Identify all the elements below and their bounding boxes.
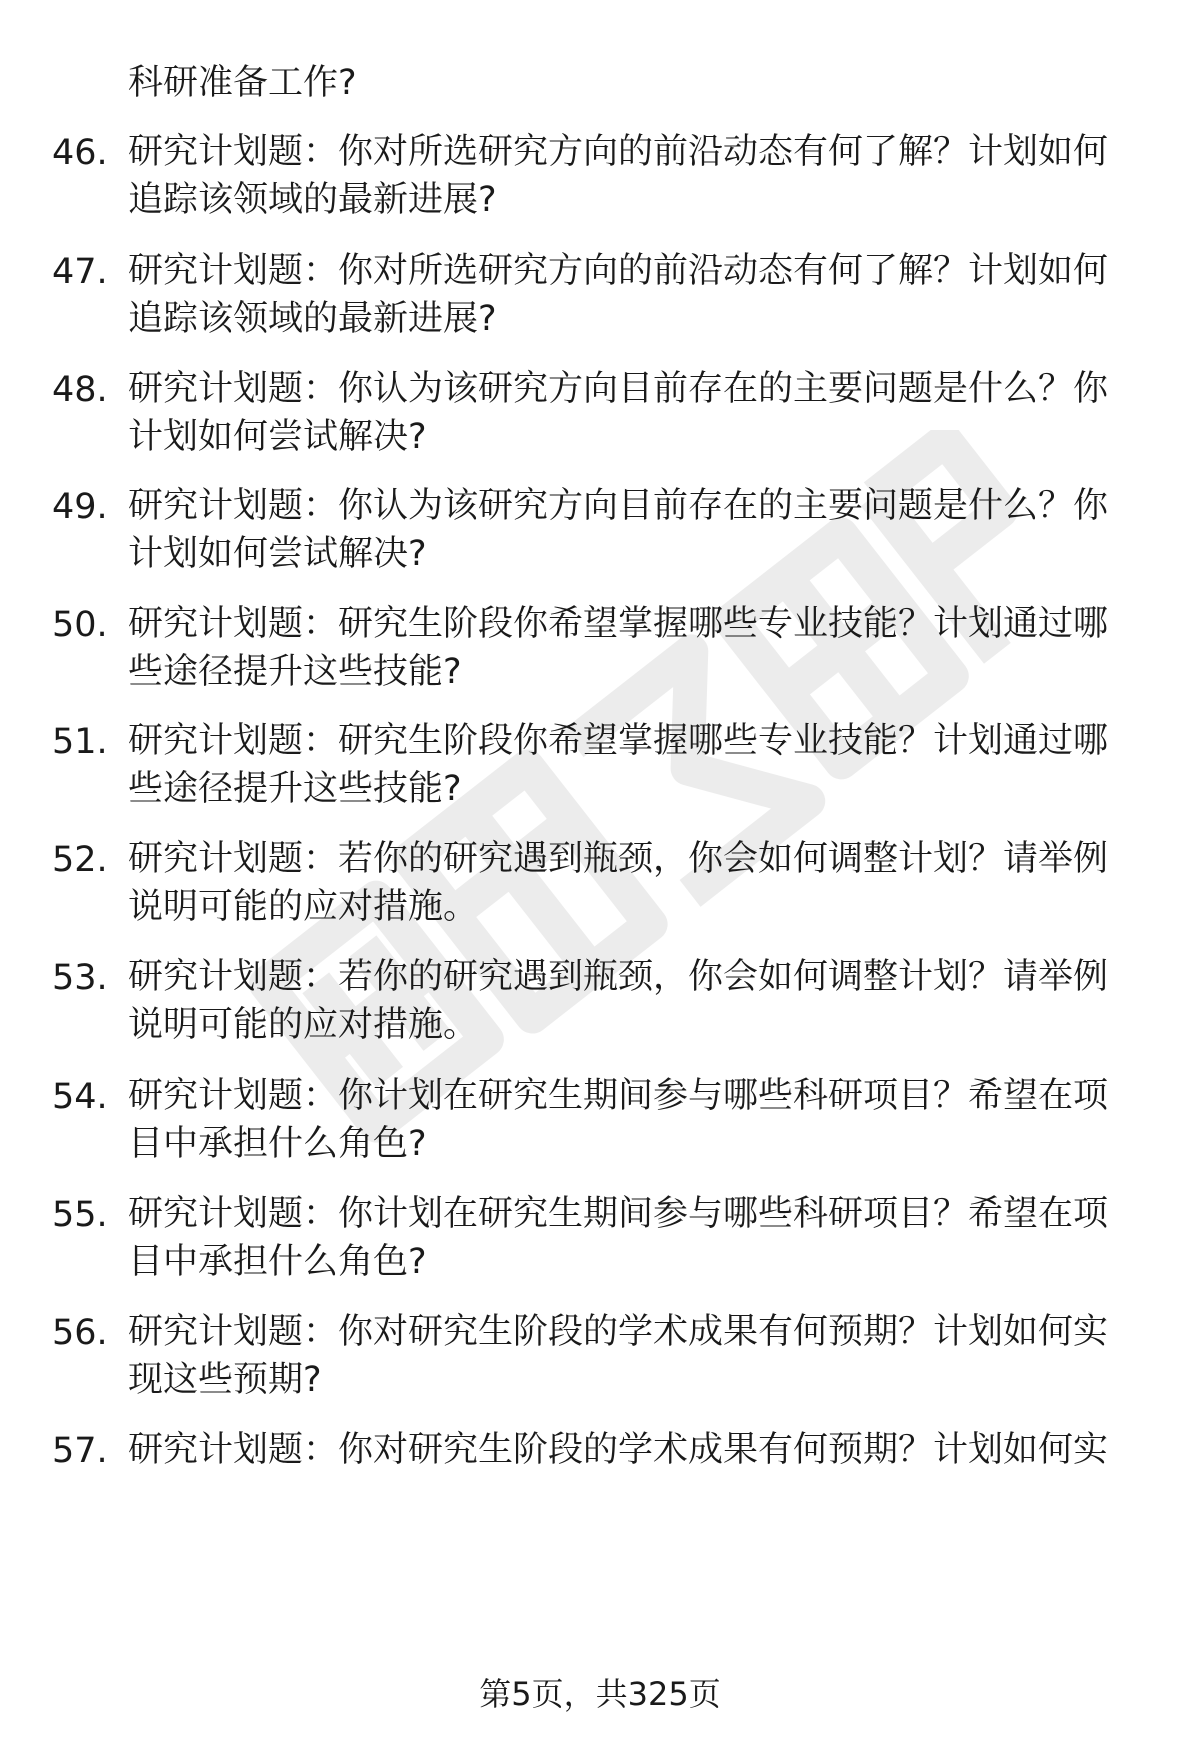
question-number: 51.	[52, 722, 108, 762]
question-number: 54.	[52, 1077, 108, 1117]
question-item	[0, 835, 1200, 945]
question-item	[0, 1426, 1200, 1536]
page-footer: 第5页，共325页	[479, 1675, 721, 1713]
question-text: 研究计划题：你认为该研究方向目前存在的主要问题是什么？你 计划如何尝试解决?	[128, 369, 1109, 457]
question-item	[0, 600, 1200, 710]
question-number: 49.	[52, 487, 108, 527]
question-text: 研究计划题：你对研究生阶段的学术成果有何预期？计划如何实 现这些预期?	[128, 1312, 1109, 1400]
question-number: 56.	[52, 1313, 108, 1353]
question-number: 48.	[52, 370, 108, 410]
question-text: 研究计划题：你计划在研究生期间参与哪些科研项目？希望在项 目中承担什么角色?	[128, 1194, 1109, 1282]
question-text: 研究计划题：你对研究生阶段的学术成果有何预期？计划如何实	[128, 1430, 1109, 1470]
question-text: 研究计划题：若你的研究遇到瓶颈，你会如何调整计划？请举例 说明可能的应对措施。	[128, 957, 1109, 1045]
question-item	[0, 128, 1200, 238]
question-number: 57.	[52, 1431, 108, 1471]
question-text: 研究计划题：若你的研究遇到瓶颈，你会如何调整计划？请举例 说明可能的应对措施。	[128, 839, 1109, 927]
question-item	[0, 953, 1200, 1063]
question-text: 研究计划题：你对所选研究方向的前沿动态有何了解？计划如何 追踪该领域的最新进展?	[128, 251, 1109, 339]
question-item	[0, 1072, 1200, 1182]
question-text: 研究计划题：你认为该研究方向目前存在的主要问题是什么？你 计划如何尝试解决?	[128, 486, 1109, 574]
question-item	[0, 247, 1200, 357]
continued-question-text: 科研准备工作?	[128, 63, 357, 103]
question-item	[0, 1308, 1200, 1418]
question-text: 研究计划题：你对所选研究方向的前沿动态有何了解？计划如何 追踪该领域的最新进展?	[128, 132, 1109, 220]
question-number: 46.	[52, 133, 108, 173]
question-number: 55.	[52, 1195, 108, 1235]
question-number: 52.	[52, 840, 108, 880]
question-item	[0, 717, 1200, 827]
question-item	[0, 1190, 1200, 1300]
question-item	[0, 482, 1200, 592]
question-text: 研究计划题：研究生阶段你希望掌握哪些专业技能？计划通过哪 些途径提升这些技能?	[128, 604, 1109, 692]
question-text: 研究计划题：你计划在研究生期间参与哪些科研项目？希望在项 目中承担什么角色?	[128, 1076, 1109, 1164]
question-number: 50.	[52, 605, 108, 645]
question-number: 53.	[52, 958, 108, 998]
question-text: 研究计划题：研究生阶段你希望掌握哪些专业技能？计划通过哪 些途径提升这些技能?	[128, 721, 1109, 809]
question-number: 47.	[52, 252, 108, 292]
question-item	[0, 365, 1200, 475]
